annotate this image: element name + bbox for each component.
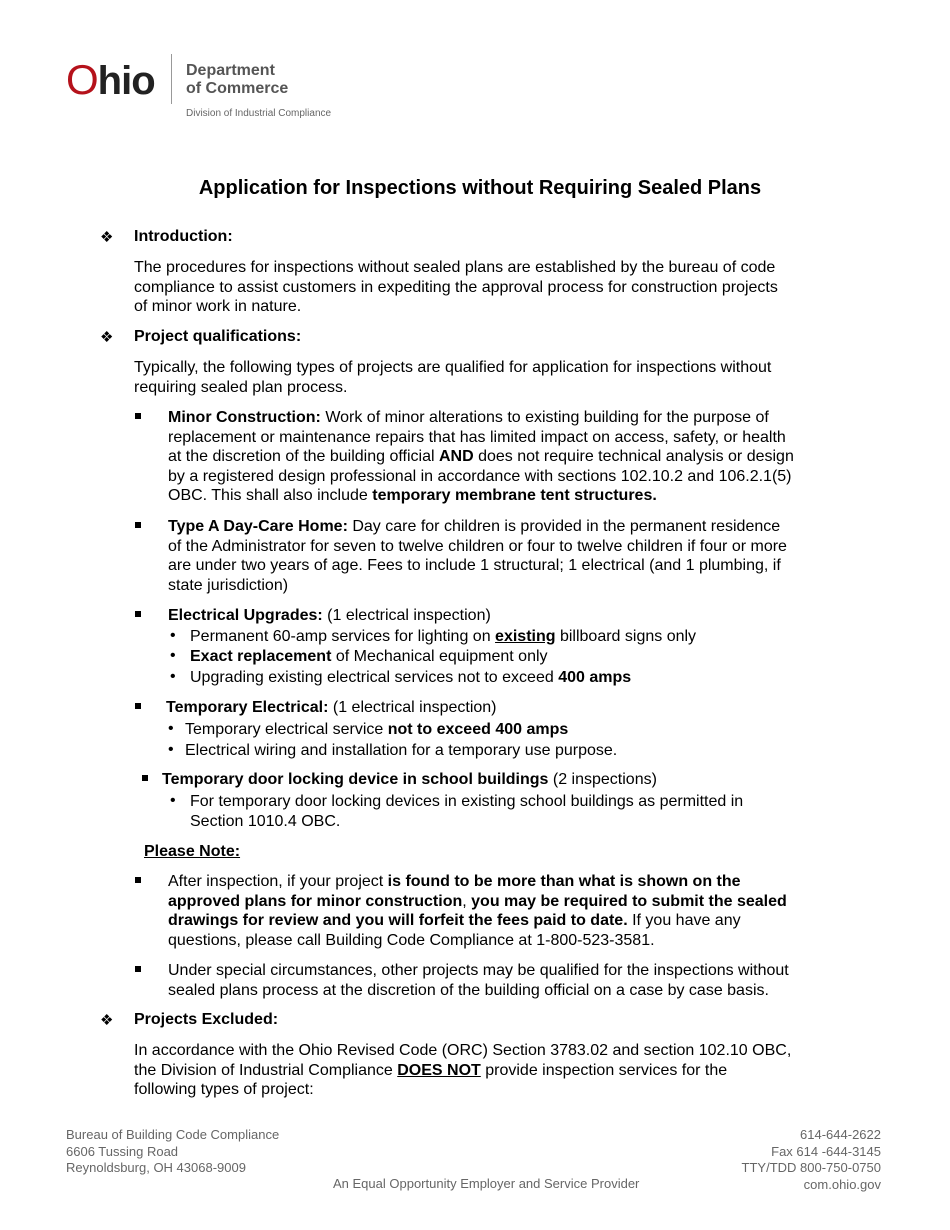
excluded-heading: Projects Excluded:	[134, 1011, 279, 1028]
excluded-text: provide inspection services for the	[480, 1061, 728, 1079]
door-locking-bullet	[190, 792, 743, 831]
bullet-emphasis: not to exceed 400 amps	[387, 721, 569, 738]
intro-line: The procedures for inspections without sealed plans are established by the bureau of code	[134, 259, 776, 276]
square-bullet-icon	[135, 877, 141, 883]
division-name: Division of Industrial Compliance	[186, 108, 332, 119]
note-item-2	[168, 961, 789, 1000]
qualifications-line: Typically, the following types of projects are qualified for application for inspections without	[134, 359, 772, 376]
round-bullet-icon: •	[168, 741, 174, 758]
bullet-text: Section 1010.4 OBC.	[190, 812, 341, 830]
bullet-emphasis: existing	[495, 628, 556, 645]
intro-heading: Introduction:	[134, 228, 233, 245]
footer-address	[66, 1127, 279, 1177]
excluded-text: In accordance with the Ohio Revised Code (ORC) Section 3783.02 and section 102.10 OBC,	[134, 1042, 792, 1059]
footer-tty: TTY/TDD 800-750-0750	[741, 1160, 881, 1175]
logo-divider	[171, 54, 172, 104]
note-emphasis: drawings for review and you will forfeit the fees paid to date.	[168, 912, 628, 930]
note-item-1	[168, 872, 787, 950]
daycare-item	[168, 517, 787, 595]
square-bullet-icon	[135, 611, 141, 617]
excluded-text: following types of project:	[134, 1081, 314, 1099]
round-bullet-icon: •	[168, 720, 174, 737]
electrical-upgrades-note: (1 electrical inspection)	[322, 607, 491, 624]
qualifications-line: requiring sealed plan process.	[134, 378, 348, 396]
door-locking-heading	[162, 770, 657, 790]
note-text: If you have any	[627, 912, 741, 930]
round-bullet-icon: •	[170, 627, 176, 644]
note-emphasis: is found to be more than what is shown on the	[387, 873, 741, 890]
bullet-text: Permanent 60-amp services for lighting on	[190, 628, 496, 645]
daycare-text: are under two years of age. Fees to include 1 structural; 1 electrical (and 1 plumbing, if	[168, 557, 781, 575]
bullet-text: For temporary door locking devices in existing school buildings as permitted in	[190, 793, 744, 810]
footer-website[interactable]: com.ohio.gov	[803, 1176, 881, 1192]
round-bullet-icon: •	[170, 792, 176, 809]
square-bullet-icon	[142, 775, 148, 781]
footer-contact	[742, 1127, 881, 1193]
temporary-electrical-heading	[166, 698, 497, 718]
note-emphasis: you may be required to submit the sealed	[471, 892, 787, 910]
bullet-text: Temporary electrical service	[185, 721, 388, 738]
ohio-logo-o: O	[66, 56, 98, 103]
door-locking-label: Temporary door locking device in school buildings	[162, 771, 549, 788]
department-name	[186, 62, 288, 98]
diamond-bullet-icon: ❖	[100, 1012, 114, 1029]
minor-text: at the discretion of the building official	[168, 448, 439, 466]
square-bullet-icon	[135, 966, 141, 972]
footer-line: Reynoldsburg, OH 43068-9009	[66, 1160, 246, 1175]
temporary-electrical-bullet	[185, 720, 568, 740]
electrical-upgrades-bullet	[190, 668, 631, 688]
note-text: questions, please call Building Code Compliance at 1-800-523-3581.	[168, 931, 655, 949]
square-bullet-icon	[135, 522, 141, 528]
excluded-paragraph	[134, 1041, 791, 1100]
temporary-electrical-label: Temporary Electrical:	[166, 699, 329, 716]
qualifications-paragraph	[134, 358, 771, 397]
electrical-upgrades-bullet	[190, 647, 548, 667]
please-note-label: Please Note:	[144, 843, 241, 860]
footer-equal-opportunity: An Equal Opportunity Employer and Service Provider	[333, 1176, 640, 1191]
square-bullet-icon	[135, 703, 141, 709]
intro-line: compliance to assist customers in expediting the approval process for construction projects	[134, 278, 778, 296]
footer-fax: Fax 614 -644-3145	[771, 1143, 881, 1159]
bullet-emphasis: Exact replacement	[190, 648, 332, 665]
minor-text: Work of minor alterations to existing building for the purpose of	[320, 409, 769, 426]
bullet-text: billboard signs only	[555, 628, 697, 645]
bullet-text: of Mechanical equipment only	[331, 648, 548, 665]
diamond-bullet-icon: ❖	[100, 329, 114, 346]
excluded-emphasis: DOES NOT	[397, 1061, 481, 1079]
diamond-bullet-icon: ❖	[100, 229, 114, 246]
minor-construction-item	[168, 408, 794, 506]
minor-text: replacement or maintenance repairs that has limited impact on access, safety, or health	[168, 428, 786, 446]
note-text: sealed plans process at the discretion of the building official on a case by case basis.	[168, 981, 769, 999]
page-title: Application for Inspections without Requiring Sealed Plans	[198, 177, 762, 199]
electrical-upgrades-bullet	[190, 627, 696, 647]
intro-line: of minor work in nature.	[134, 298, 302, 316]
note-text: ,	[462, 892, 472, 910]
minor-text: OBC. This shall also include	[168, 487, 373, 505]
daycare-text: Day care for children is provided in the permanent residence	[347, 518, 781, 535]
footer-line: 6606 Tussing Road	[66, 1143, 179, 1159]
temporary-electrical-note: (1 electrical inspection)	[328, 699, 497, 716]
daycare-label: Type A Day-Care Home:	[168, 518, 348, 535]
door-locking-note: (2 inspections)	[548, 771, 657, 788]
note-text: Under special circumstances, other projects may be qualified for the inspections without	[168, 962, 789, 979]
footer-phone: 614-644-2622	[800, 1127, 881, 1142]
qualifications-heading: Project qualifications:	[134, 328, 302, 345]
electrical-upgrades-heading	[168, 606, 491, 626]
department-line-1: Department	[186, 62, 275, 79]
ohio-logo-text: hio	[97, 59, 155, 103]
bullet-text: Upgrading existing electrical services not to exceed	[190, 669, 559, 686]
temporary-electrical-bullet: Electrical wiring and installation for a temporary use purpose.	[185, 742, 618, 759]
minor-text: by a registered design professional in accordance with sections 102.10.2 and 106.2.1(5)	[168, 467, 792, 485]
daycare-text: state jurisdiction)	[168, 576, 289, 594]
ohio-logo	[66, 58, 155, 103]
department-line-2: of Commerce	[186, 80, 289, 97]
note-emphasis: approved plans for minor construction	[168, 892, 463, 910]
footer-line: Bureau of Building Code Compliance	[66, 1127, 280, 1142]
minor-emphasis: temporary membrane tent structures.	[372, 487, 657, 505]
round-bullet-icon: •	[170, 647, 176, 664]
square-bullet-icon	[135, 413, 141, 419]
note-text: After inspection, if your project	[168, 873, 388, 890]
intro-paragraph	[134, 258, 778, 317]
please-note-heading	[144, 842, 240, 862]
bullet-emphasis: 400 amps	[558, 669, 632, 686]
daycare-text: of the Administrator for seven to twelve children or four to twelve children if four or more	[168, 537, 787, 555]
minor-emphasis: AND	[438, 448, 474, 466]
minor-construction-label: Minor Construction:	[168, 409, 321, 426]
round-bullet-icon: •	[170, 668, 176, 685]
electrical-upgrades-label: Electrical Upgrades:	[168, 607, 323, 624]
minor-text: does not require technical analysis or design	[473, 448, 794, 466]
excluded-text: the Division of Industrial Compliance	[134, 1061, 398, 1079]
